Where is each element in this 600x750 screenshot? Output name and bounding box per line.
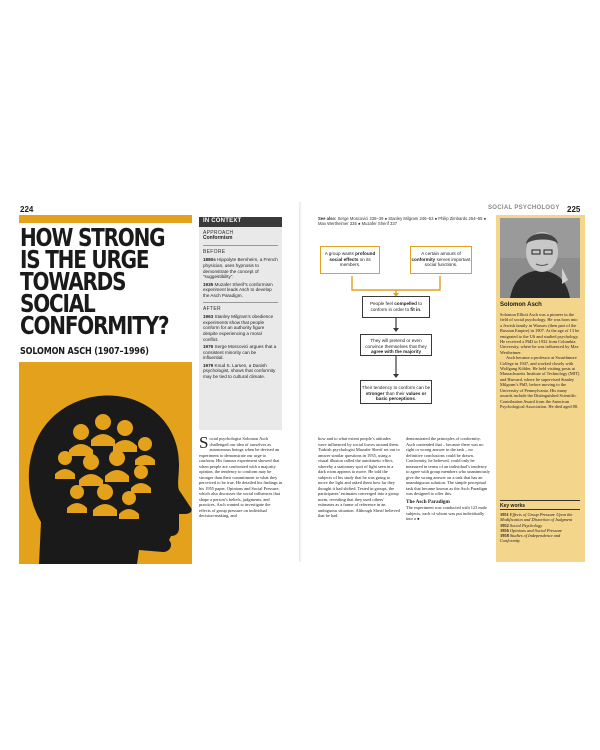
asch-paradigm-heading: The Asch Paradigm: [406, 498, 450, 505]
after-item: 1963 Stanley Milgram’s obedience experiments show that people conform for an authority figure despite experiencing a moral conflict.: [203, 314, 274, 342]
bio-name: Solomon Asch: [500, 302, 542, 308]
title-line-3: TOWARDS: [20, 267, 126, 296]
title-line-1: HOW STRONG: [20, 223, 165, 252]
drop-cap: S: [199, 436, 209, 452]
head-silhouette-icon: [19, 362, 192, 564]
key-works-divider: [500, 509, 580, 510]
see-also-label: See also:: [318, 216, 337, 221]
right-page-number: 225: [567, 205, 581, 214]
before-item: 1935 Muzafer Sherif’s conformism experiment leads Asch to develop the Asch Paradigm.: [203, 281, 273, 298]
flowchart: [312, 232, 488, 432]
illustration-panel: [19, 362, 192, 564]
body-text: how and to what extent people’s attitudes were influenced by social forces around them. Turkish psychologist Muzafer Sherif set out to answer similar questions in 1935, using a visual illusion called the autokinetic effect, whereby a stationary spot of light seen in a dark room appears to move. He told the subjects of his study that he was going to move the light and asked them how far they thought it had shifted. Tested in groups, the participants’ estimates converged into a group norm, revealing that they used others’ estimates as a frame of reference in an ambiguous situation. Although Sherif believed that he had: [318, 436, 400, 518]
key-work-item: 1951 Effects of Group Pressure Upon the Modification and Distortion of Judgment: [500, 512, 573, 523]
after-item: 1979 Knud S. Larsen, a Danish psychologist, shows that conformity may be tied to cultural climate.: [203, 362, 276, 380]
key-works-list: [500, 512, 580, 544]
book-gutter: [299, 202, 302, 562]
title-rule: [19, 215, 192, 223]
in-context-heading: IN CONTEXT: [199, 217, 282, 227]
flow-box-compelled: People feel compelled to conform in order to fit in.: [362, 296, 430, 318]
flow-box-stronger: Their tendency to conform can be stronger than their values or basic perceptions.: [360, 380, 432, 404]
before-item: 1880s Hippolyte Bernheim, a French physician, uses hypnosis to demonstrate the concept of “suggestibility”.: [203, 257, 278, 280]
title-line-5: CONFORMITY?: [20, 311, 169, 340]
flow-box-conformity-functions: A certain amount of conformity serves important social functions.: [410, 246, 472, 274]
after-label: AFTER: [203, 305, 221, 312]
see-also: [318, 216, 488, 226]
body-text: ocial psychologist Solomon Asch challenged our idea of ourselves as autonomous beings when he devised an experiment to demonstrate our urge to conform. His famous experiment showed that when people are confronted with a majority opinion, the tendency to conform may be stronger than their commitment to what they perceived to be true. He detailed his findings in his 1955 paper, Opinions and Social Pressure, which also discusses the social influences that shape a person’s beliefs, judgments, and practices. Asch wanted to investigate the effects of group pressure on individual decision-making, and: [199, 436, 283, 518]
key-work-item: 1956 Opinions and Social Pressure: [500, 527, 563, 533]
title-line-4: SOCIAL: [20, 289, 95, 318]
approach-label: APPROACH: [203, 229, 234, 236]
body-column-1: [199, 436, 283, 560]
body-text: demonstrated the principles of conformity, Asch contended that – because there was no right or wrong answer in the task – no definitive conclusions could be drawn. Conformity, he believed, could only be measured in terms of an individual’s tendency to agree with group members who unanimously give the wrong answer on a task that has an unambiguous solution. The simple perceptual task that became known as the Asch Paradigm was designed to offer this.: [406, 436, 490, 496]
key-works-divider: [500, 500, 580, 501]
body-column-3: [406, 436, 490, 560]
bio-paragraph: Solomon Elliott Asch was a pioneer in the field of social psychology. He was born into a Jewish family in Warsaw (then part of the Russian Empire) in 1907. At the age of 13 he emigrated to the US and studied psychology. He received a PhD in 1932 from Columbia University, where he was influenced by Max Wertheimer.: [500, 312, 580, 355]
page-title: [20, 223, 205, 340]
see-also-items: Serge Moscovici 238–39 ● Stanley Milgram 246–53 ● Philip Zimbardo 254–55 ● Max Wertheimer 335 ● Muzafer Sherif 337: [318, 216, 487, 227]
approach-value: Conformism: [203, 235, 233, 242]
in-context-box: [199, 217, 282, 430]
page-subtitle: SOLOMON ASCH (1907–1996): [20, 346, 149, 357]
left-page-number: 224: [20, 205, 34, 214]
key-works-heading: Key works: [500, 503, 526, 509]
key-work-item: 1952 Social Psychology: [500, 522, 543, 528]
bio-paragraph: Asch became a professor at Swarthmore College in 1947, and worked closely with Wolfgang Köhler. He held visiting posts at Massachusetts Institute of Technology (MIT) and Harvard, where he supervised Stanley Milgram’s PhD, before moving to the University of Pennsylvania. His many awards include the Distinguished Scientific Contribution Award from the American Psychological Association. He died aged 88.: [500, 355, 580, 409]
after-item: 1976 Serge Moscovici argues that a consistent minority can be influential.: [203, 344, 277, 361]
portrait-icon: [500, 218, 580, 298]
section-label: SOCIAL PSYCHOLOGY: [488, 205, 560, 211]
flow-box-agree-majority: They will pretend or even convince themselves that they agree with the majority: [360, 334, 432, 356]
before-label: BEFORE: [203, 248, 226, 255]
title-line-2: IS THE URGE: [20, 245, 149, 274]
body-column-2: [318, 436, 400, 560]
flow-box-profound-effects: A group wants profound social effects on its members.: [320, 246, 380, 274]
bio-text: [500, 312, 580, 409]
key-work-item: 1958 Studies of Independence and Conformity: [500, 533, 561, 544]
portrait-photo: [500, 218, 580, 298]
body-text: The experiment was conducted with 123 male subjects, each of whom was put individually into a ●: [406, 505, 487, 521]
